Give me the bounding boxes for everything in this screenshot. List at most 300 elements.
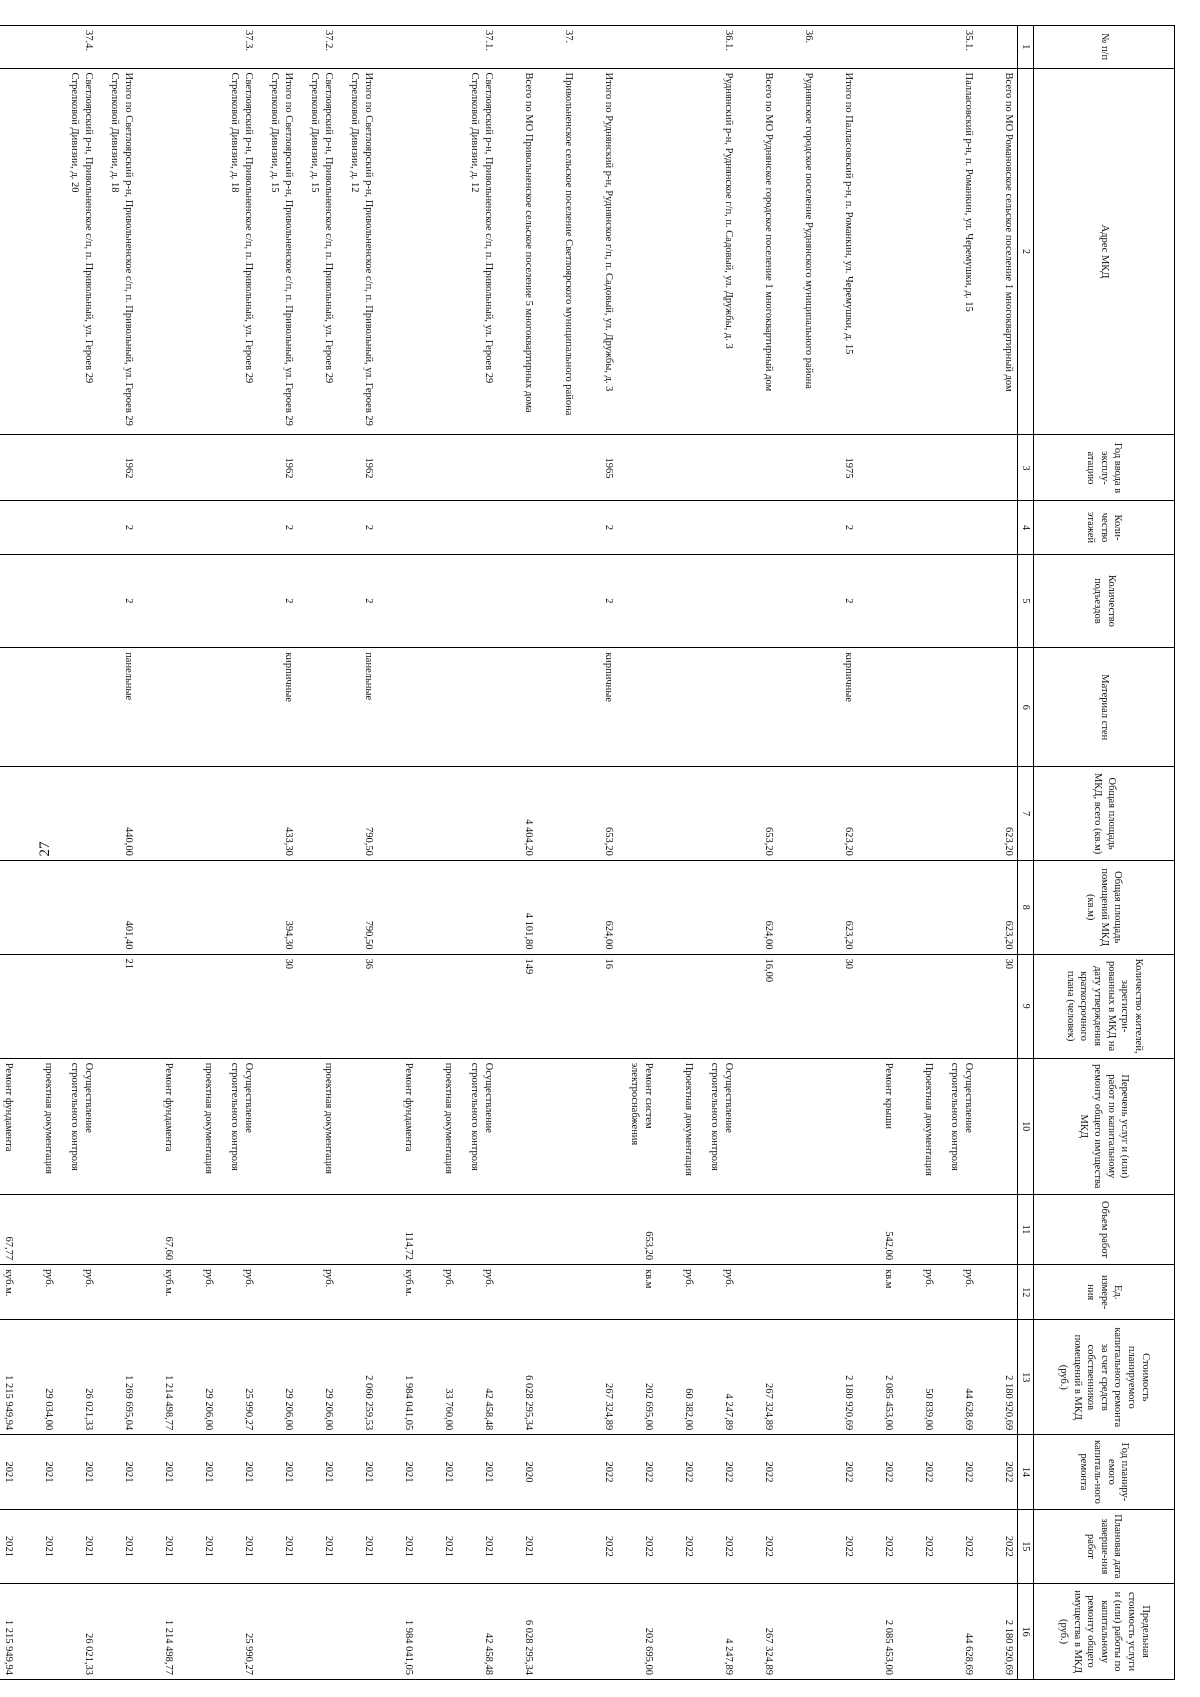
table-cell — [217, 435, 257, 501]
table-cell — [137, 554, 177, 648]
table-cell: 267 324,89 — [737, 1320, 777, 1435]
column-header: Материал стен — [1034, 648, 1175, 767]
table-cell: Осуществление строительного контроля — [697, 1058, 737, 1194]
table-cell — [0, 26, 17, 69]
table-cell: 790,50 — [337, 860, 377, 954]
table-cell: 29 206,00 — [257, 1320, 297, 1435]
table-cell — [817, 1265, 857, 1320]
table-cell: 2021 — [177, 1435, 217, 1509]
table-cell: 29 206,00 — [297, 1320, 337, 1435]
table-cell — [657, 26, 697, 69]
table-cell: панельные — [97, 648, 137, 767]
table-cell — [17, 860, 57, 954]
column-number: 15 — [1018, 1509, 1034, 1583]
table-cell — [417, 1194, 457, 1264]
table-cell — [377, 954, 417, 1058]
table-cell — [97, 1194, 137, 1264]
table-cell — [537, 1058, 577, 1194]
table-cell — [777, 648, 817, 767]
table-cell: руб. — [937, 1265, 977, 1320]
table-cell: 2021 — [97, 1509, 137, 1583]
table-cell: 50 839,00 — [897, 1320, 937, 1435]
column-header: Перечень услуг и (или) работ по капитальному ремонту общего имущества МКД — [1034, 1058, 1175, 1194]
table-cell: 2022 — [737, 1509, 777, 1583]
table-cell: Итого по Светлоярский р-н, Привольненское с/п, п. Привольный, ул. Героев 29 Стрелковой Дивизии, д. 12 — [337, 68, 377, 435]
table-cell — [417, 767, 457, 861]
table-cell — [177, 767, 217, 861]
table-cell — [977, 554, 1018, 648]
table-cell: 42 458,48 — [457, 1320, 497, 1435]
table-cell — [497, 1265, 537, 1320]
table-cell — [537, 1194, 577, 1264]
table-cell — [337, 1584, 377, 1680]
table-cell — [457, 435, 497, 501]
table-row — [497, 26, 537, 1680]
table-cell — [657, 860, 697, 954]
table-cell: Руднянское городское поселение Руднянского муниципального района — [777, 68, 817, 435]
table-row — [0, 26, 17, 1680]
table-cell — [897, 554, 937, 648]
table-cell: 2022 — [937, 1435, 977, 1509]
table-cell: 653,20 — [617, 1194, 657, 1264]
table-cell: кирпичные — [817, 648, 857, 767]
table-cell: 2021 — [57, 1509, 97, 1583]
table-cell — [217, 954, 257, 1058]
table-cell — [857, 68, 897, 435]
table-cell: 2 — [257, 501, 297, 554]
table-cell — [857, 860, 897, 954]
table-cell: 4 101,80 — [497, 860, 537, 954]
table-cell: Ремонт фундамента — [377, 1058, 417, 1194]
table-cell: 2021 — [177, 1509, 217, 1583]
table-cell — [777, 1265, 817, 1320]
table-cell: 2021 — [0, 1435, 17, 1509]
table-cell: 30 — [977, 954, 1018, 1058]
table-cell: Палласовский р-н, п. Романкин, ул. Черемушки, д. 15 — [937, 68, 977, 435]
table-cell — [897, 648, 937, 767]
table-cell: 42 458,48 — [457, 1584, 497, 1680]
table-row — [17, 26, 57, 1680]
table-cell: Привольненское сельское поселение Светлоярского муниципального района — [537, 68, 577, 435]
table-cell: Итого по Светлоярский р-н, Привольненское с/п, п. Привольный, ул. Героев 29 Стрелковой Дивизии, д. 15 — [257, 68, 297, 435]
column-header: Количество подъездов — [1034, 554, 1175, 648]
column-number: 3 — [1018, 435, 1034, 501]
table-cell — [537, 501, 577, 554]
table-cell — [297, 435, 337, 501]
table-cell: 6 028 295,34 — [497, 1320, 537, 1435]
table-cell: панельные — [337, 648, 377, 767]
table-cell — [457, 860, 497, 954]
table-cell: 37.1. — [457, 26, 497, 69]
capital-repair-table — [0, 25, 1175, 1680]
table-cell: 2 180 920,69 — [977, 1584, 1018, 1680]
table-cell — [297, 554, 337, 648]
table-row — [537, 26, 577, 1680]
table-cell: 2021 — [137, 1509, 177, 1583]
table-cell: 35.1. — [937, 26, 977, 69]
table-cell: 36. — [777, 26, 817, 69]
table-cell — [257, 1265, 297, 1320]
table-cell: 623,20 — [977, 860, 1018, 954]
table-cell: Осуществление строительного контроля — [457, 1058, 497, 1194]
table-row — [577, 26, 617, 1680]
table-cell — [177, 68, 217, 435]
table-cell — [737, 1194, 777, 1264]
column-number-row — [1018, 26, 1034, 1680]
table-cell: 1965 — [577, 435, 617, 501]
table-row — [697, 26, 737, 1680]
table-cell: 2 180 920,69 — [977, 1320, 1018, 1435]
table-cell: 1 984 041,05 — [377, 1320, 417, 1435]
table-cell — [537, 767, 577, 861]
table-cell: 2022 — [657, 1435, 697, 1509]
column-header: Плановая дата заверше-ния работ — [1034, 1509, 1175, 1583]
table-cell — [137, 435, 177, 501]
table-cell — [297, 1584, 337, 1680]
column-number: 13 — [1018, 1320, 1034, 1435]
table-cell — [497, 1194, 537, 1264]
table-cell: Осуществление строительного контроля — [937, 1058, 977, 1194]
table-cell: 2021 — [377, 1509, 417, 1583]
table-cell — [57, 501, 97, 554]
table-cell — [537, 554, 577, 648]
table-row — [217, 26, 257, 1680]
table-cell — [737, 1058, 777, 1194]
table-cell: руб. — [697, 1265, 737, 1320]
column-number: 8 — [1018, 860, 1034, 954]
table-row — [417, 26, 457, 1680]
table-cell — [617, 68, 657, 435]
table-cell — [657, 435, 697, 501]
table-cell — [457, 501, 497, 554]
table-cell: 624,00 — [577, 860, 617, 954]
table-cell — [657, 501, 697, 554]
table-cell — [537, 435, 577, 501]
table-cell: Проектная документация — [657, 1058, 697, 1194]
table-cell: 33 760,00 — [417, 1320, 457, 1435]
table-row — [177, 26, 217, 1680]
table-cell — [697, 554, 737, 648]
table-cell — [377, 501, 417, 554]
table-cell: 29 034,00 — [17, 1320, 57, 1435]
table-cell — [57, 860, 97, 954]
table-cell — [617, 648, 657, 767]
table-cell: 623,20 — [977, 767, 1018, 861]
table-cell: руб. — [177, 1265, 217, 1320]
table-cell — [257, 1058, 297, 1194]
table-cell — [97, 26, 137, 69]
table-cell — [617, 501, 657, 554]
column-header: Количество жителей, зарегистри-рованных в МКД на дату утверждения краткосрочного плана (человек) — [1034, 954, 1175, 1058]
table-cell: 433,30 — [257, 767, 297, 861]
table-cell — [137, 954, 177, 1058]
table-cell: Всего по МО Романовское сельское поселение 1 многоквартирный дом — [977, 68, 1018, 435]
table-cell: 16,00 — [737, 954, 777, 1058]
table-cell — [0, 501, 17, 554]
table-cell: Всего по МО Привольненское сельское поселение 5 многоквартирных дома — [497, 68, 537, 435]
table-cell — [537, 1509, 577, 1583]
table-cell: проектная документация — [17, 1058, 57, 1194]
table-cell: Осуществление строительного контроля — [57, 1058, 97, 1194]
table-cell — [537, 860, 577, 954]
table-cell: 21 — [97, 954, 137, 1058]
table-cell — [897, 860, 937, 954]
table-cell: 2021 — [297, 1509, 337, 1583]
table-cell — [297, 1194, 337, 1264]
table-cell — [897, 954, 937, 1058]
table-cell: 30 — [257, 954, 297, 1058]
table-cell: 67,60 — [137, 1194, 177, 1264]
table-cell — [0, 68, 17, 435]
table-cell: 25 990,27 — [217, 1320, 257, 1435]
column-number: 7 — [1018, 767, 1034, 861]
table-cell: 2 060 259,53 — [337, 1320, 377, 1435]
table-cell: проектная документация — [177, 1058, 217, 1194]
table-cell: 2022 — [697, 1435, 737, 1509]
table-cell — [337, 1194, 377, 1264]
table-cell: 37.3. — [217, 26, 257, 69]
table-row — [977, 26, 1018, 1680]
table-cell — [657, 554, 697, 648]
table-cell — [377, 767, 417, 861]
table-cell — [0, 954, 17, 1058]
table-cell: 2022 — [897, 1435, 937, 1509]
table-cell: Светлоярский р-н, Привольненское с/п, п. Привольный, ул. Героев 29 Стрелковой Дивизии, д. 18 — [217, 68, 257, 435]
table-cell — [737, 554, 777, 648]
table-cell — [737, 435, 777, 501]
table-cell — [377, 435, 417, 501]
table-cell — [777, 1509, 817, 1583]
table-cell: 2021 — [257, 1509, 297, 1583]
table-cell — [617, 767, 657, 861]
table-row — [617, 26, 657, 1680]
table-cell: 2022 — [977, 1509, 1018, 1583]
table-cell: 4 247,89 — [697, 1584, 737, 1680]
table-cell — [977, 1265, 1018, 1320]
table-cell: 2021 — [497, 1509, 537, 1583]
table-cell: 267 324,89 — [577, 1320, 617, 1435]
table-cell — [137, 648, 177, 767]
table-cell: 26 021,33 — [57, 1584, 97, 1680]
table-cell — [17, 648, 57, 767]
table-cell: 2022 — [817, 1509, 857, 1583]
table-cell: руб. — [657, 1265, 697, 1320]
table-cell: кирпичные — [577, 648, 617, 767]
table-cell — [577, 1058, 617, 1194]
table-cell: Руднянский р-н, Руднянское г/п, п. Садовый, ул. Дружбы, д. 3 — [697, 68, 737, 435]
table-cell: 29 206,00 — [177, 1320, 217, 1435]
table-cell — [377, 648, 417, 767]
table-row — [337, 26, 377, 1680]
table-cell — [577, 26, 617, 69]
table-cell — [857, 435, 897, 501]
table-cell — [617, 554, 657, 648]
table-cell: 36 — [337, 954, 377, 1058]
table-cell: 36.1. — [697, 26, 737, 69]
table-cell: Ремонт фундамента — [0, 1058, 17, 1194]
table-cell: 2 — [97, 554, 137, 648]
table-cell: руб. — [297, 1265, 337, 1320]
table-cell: 2021 — [457, 1435, 497, 1509]
table-cell: 2021 — [217, 1435, 257, 1509]
table-cell — [697, 860, 737, 954]
table-cell: Проектная документация — [897, 1058, 937, 1194]
table-cell — [777, 1320, 817, 1435]
table-cell: проектная документация — [417, 1058, 457, 1194]
table-cell — [657, 1194, 697, 1264]
table-cell — [657, 68, 697, 435]
table-cell — [417, 860, 457, 954]
table-cell: 624,00 — [737, 860, 777, 954]
table-cell: кв.м — [617, 1265, 657, 1320]
table-cell — [337, 1058, 377, 1194]
table-cell — [497, 554, 537, 648]
table-cell — [977, 648, 1018, 767]
column-number: 14 — [1018, 1435, 1034, 1509]
table-cell — [457, 767, 497, 861]
table-cell: 1975 — [817, 435, 857, 501]
table-cell — [177, 954, 217, 1058]
table-cell — [937, 860, 977, 954]
table-row — [897, 26, 937, 1680]
table-row — [817, 26, 857, 1680]
table-row — [777, 26, 817, 1680]
table-cell — [57, 648, 97, 767]
table-cell — [857, 954, 897, 1058]
table-cell — [817, 1058, 857, 1194]
table-cell — [777, 954, 817, 1058]
table-cell — [417, 554, 457, 648]
table-cell — [697, 501, 737, 554]
column-number: 2 — [1018, 68, 1034, 435]
table-cell — [577, 1194, 617, 1264]
table-body — [0, 26, 1018, 1680]
table-cell: 37.2. — [297, 26, 337, 69]
table-cell — [417, 648, 457, 767]
table-cell: 2021 — [337, 1435, 377, 1509]
table-cell: 2022 — [857, 1509, 897, 1583]
table-cell: Итого по Палласовский р-н, п. Романкин, ул. Черемушки, д. 15 — [817, 68, 857, 435]
table-cell: 37.4. — [57, 26, 97, 69]
table-cell — [777, 767, 817, 861]
table-cell — [857, 767, 897, 861]
table-cell: Светлоярский р-н, Привольненское с/п, п. Привольный, ул. Героев 29 Стрелковой Дивизии, д. 20 — [57, 68, 97, 435]
table-cell — [737, 26, 777, 69]
table-cell — [697, 435, 737, 501]
table-cell — [537, 648, 577, 767]
table-row — [737, 26, 777, 1680]
table-cell: 542,00 — [857, 1194, 897, 1264]
table-cell: 2021 — [377, 1435, 417, 1509]
table-cell: 1 269 695,04 — [97, 1320, 137, 1435]
table-row — [937, 26, 977, 1680]
table-cell: 30 — [817, 954, 857, 1058]
table-cell — [257, 1194, 297, 1264]
table-cell — [57, 435, 97, 501]
column-header: Год планиру-емого капиталь-ного ремонта — [1034, 1435, 1175, 1509]
table-cell: 1962 — [257, 435, 297, 501]
table-cell: Ремонт крыши — [857, 1058, 897, 1194]
table-cell — [57, 554, 97, 648]
table-cell — [897, 68, 937, 435]
column-number: 5 — [1018, 554, 1034, 648]
table-cell: 202 695,00 — [617, 1320, 657, 1435]
table-cell: 2021 — [217, 1509, 257, 1583]
table-cell — [697, 767, 737, 861]
table-cell: 2 — [577, 501, 617, 554]
table-cell — [817, 1584, 857, 1680]
table-cell — [857, 554, 897, 648]
table-row — [657, 26, 697, 1680]
table-cell: Осуществление строительного контроля — [217, 1058, 257, 1194]
table-cell — [137, 26, 177, 69]
table-cell: 2 — [577, 554, 617, 648]
table-cell — [17, 1194, 57, 1264]
table-cell — [937, 648, 977, 767]
table-cell — [137, 68, 177, 435]
table-row — [457, 26, 497, 1680]
table-cell — [697, 954, 737, 1058]
table-cell — [977, 435, 1018, 501]
table-cell: 401,40 — [97, 860, 137, 954]
table-cell: 25 990,27 — [217, 1584, 257, 1680]
table-cell: руб. — [57, 1265, 97, 1320]
table-cell — [177, 1584, 217, 1680]
table-cell — [737, 501, 777, 554]
table-cell — [857, 501, 897, 554]
table-cell — [177, 554, 217, 648]
table-cell: 2 180 920,69 — [817, 1320, 857, 1435]
table-cell — [817, 26, 857, 69]
table-cell: руб. — [17, 1265, 57, 1320]
column-number: 6 — [1018, 648, 1034, 767]
table-cell — [617, 954, 657, 1058]
table-cell: куб.м. — [377, 1265, 417, 1320]
table-cell — [977, 501, 1018, 554]
table-cell — [977, 1194, 1018, 1264]
column-header: Коли-чество этажей — [1034, 501, 1175, 554]
table-cell — [217, 767, 257, 861]
table-cell — [337, 1265, 377, 1320]
table-cell: 653,20 — [737, 767, 777, 861]
table-cell: Светлоярский р-н, Привольненское с/п, п. Привольный, ул. Героев 29 Стрелковой Дивизии, д. 12 — [457, 68, 497, 435]
table-cell — [177, 1194, 217, 1264]
table-cell: 2021 — [297, 1435, 337, 1509]
table-cell — [937, 435, 977, 501]
table-cell — [457, 954, 497, 1058]
table-cell — [177, 435, 217, 501]
table-cell — [417, 26, 457, 69]
table-cell: 2 — [817, 554, 857, 648]
column-header: Год ввода в эксплу-атацию — [1034, 435, 1175, 501]
table-cell — [937, 767, 977, 861]
table-cell — [297, 954, 337, 1058]
table-cell — [177, 501, 217, 554]
table-cell: 1962 — [97, 435, 137, 501]
table-cell: 2021 — [17, 1435, 57, 1509]
table-cell — [97, 1265, 137, 1320]
table-cell — [697, 648, 737, 767]
table-cell — [857, 26, 897, 69]
table-cell: 2 — [257, 554, 297, 648]
table-cell — [97, 1584, 137, 1680]
table-cell: 1962 — [337, 435, 377, 501]
table-cell: 2021 — [57, 1435, 97, 1509]
column-number: 1 — [1018, 26, 1034, 69]
table-cell — [337, 26, 377, 69]
page-number: 27 — [37, 841, 53, 857]
table-cell: 267 324,89 — [737, 1584, 777, 1680]
